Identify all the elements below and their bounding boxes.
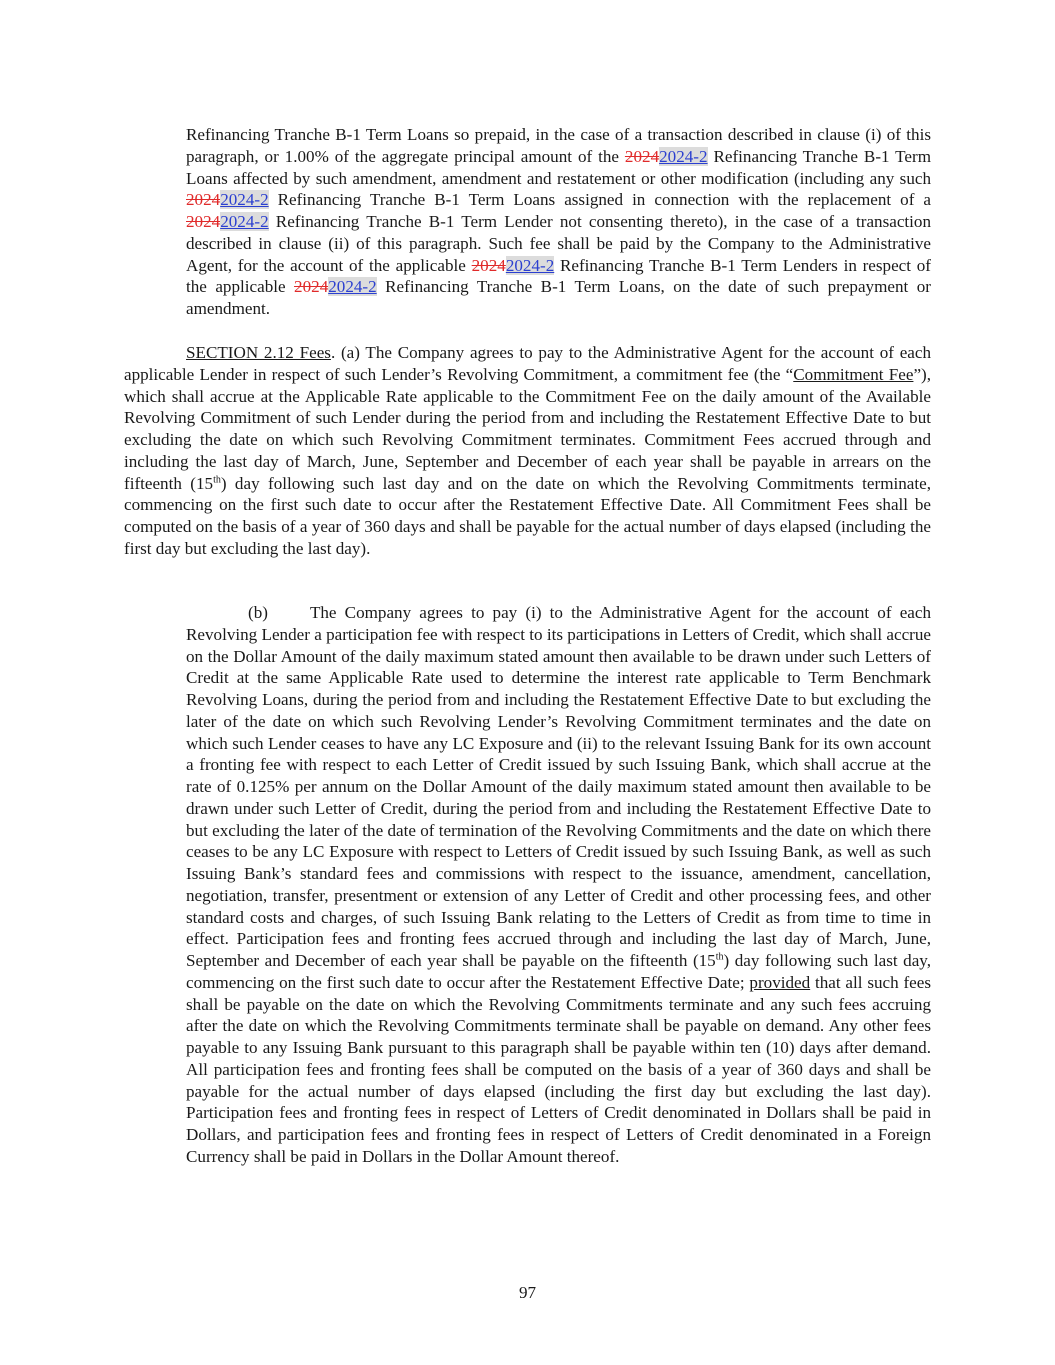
provided-term: provided — [749, 972, 811, 992]
text-run: ) day following such last day, commencing on the first such date to occur after the Restatement Effective Date; — [186, 951, 931, 992]
inserted-text: 2024-2 — [220, 190, 269, 210]
inserted-text: 2024-2 — [505, 255, 555, 275]
defined-term: Commitment Fee — [793, 364, 914, 384]
text-run: Refinancing Tranche B-1 Term Lenders in respect of the applicable — [186, 255, 932, 297]
text-run: ”), which shall accrue at the Applicable Rate applicable to the Commitment Fee on the daily amount of the Available Revolving Commitment of such Lender during the period from and including the Restatement Effective Date to but excluding the date on which such Revolving Commitment terminates. Commitment Fees accrued through and including the last day of March, June, September and December of each year shall be payable in arrears on the fifteenth (15 — [124, 364, 931, 493]
text-run: . (a) The Company agrees to pay to the Administrative Agent for the account of each applicable Lender in respect of such Lender’s Revolving Commitment, a commitment fee (the “ — [124, 343, 932, 384]
section-2-12-paragraph-a — [124, 342, 931, 560]
deleted-text: 2024 — [186, 212, 221, 231]
clause-label: (b) — [248, 603, 268, 622]
text-run: The Company agrees to pay (i) to the Administrative Agent for the account of each Revolving Lender a participation fee with respect to its participations in Letters of Credit, which shall accrue on the Dollar Amount of the daily maximum stated amount then available to be drawn under such Letters of Credit at the same Applicable Rate used to determine the interest rate applicable to Term Benchmark Revolving Loans, during the period from and including the Restatement Effective Date to but excluding the later of the date on which such Revolving Lender’s Revolving Commitment terminates and the date on which such Lender ceases to have any LC Exposure and (ii) to the relevant Issuing Bank for its own account a fronting fee with respect to each Letter of Credit issued by such Issuing Bank, which shall accrue at the rate of 0.125% per annum on the Dollar Amount of the daily maximum stated amount then available to be drawn under such Letter of Credit, during the period from and including the Restatement Effective Date to but excluding the later of the date of termination of the Revolving Commitments and the date on which there ceases to be any LC Exposure with respect to Letters of Credit issued by such Issuing Bank, as well as such Issuing Bank’s standard fees and commissions with respect to the issuance, amendment, cancellation, negotiation, transfer, presentment or extension of any Letter of Credit and other processing fees, and other standard costs and charges, of such Issuing Bank relating to the Letters of Credit as from time to time in effect. Participation fees and fronting fees accrued through and including the last day of March, June, September and December of each year shall be payable on the fifteenth (15 — [186, 603, 931, 970]
superscript: th — [213, 473, 221, 485]
text-run: Refinancing Tranche B-1 Term Lender not consenting thereto), in the case of a transaction described in clause (ii) of this paragraph. Such fee shall be paid by the Company to the Administrative Agent, for the account of the applicable — [186, 212, 931, 275]
text-run: Refinancing Tranche B-1 Term Loans so prepaid, in the case of a transaction described in clause (i) of this paragraph, or 1.00% of the aggregate principal amount of the — [186, 125, 931, 166]
paragraph-refinancing-fee — [186, 124, 931, 320]
text-run: that all such fees shall be payable on the date on which the Revolving Commitments terminate and any such fees accruing after the date on which the Revolving Commitments terminate shall be payable on demand. Any other fees payable to any Issuing Bank pursuant to this paragraph shall be payable within ten (10) days after demand. All participation fees and fronting fees shall be computed on the basis of a year of 360 days and shall be payable for the actual number of days elapsed (including the first day but excluding the last day). Participation fees and fronting fees in respect of Letters of Credit denominated in Dollars shall be paid in Dollars, and participation fees and fronting fees in respect of Letters of Credit denominated in a Foreign Currency shall be paid in Dollars in the Dollar Amount thereof. — [186, 972, 931, 1166]
text-run: ) day following such last day and on the date on which the Revolving Commitments terminate, commencing on the first such date to occur after the Restatement Effective Date. All Commitment Fees shall be computed on the basis of a year of 360 days and shall be payable for the actual number of days elapsed (including the first day but excluding the last day). — [124, 473, 931, 558]
deleted-text: 2024 — [186, 190, 221, 210]
inserted-text: 2024-2 — [220, 212, 269, 231]
section-heading: SECTION 2.12 Fees — [186, 343, 331, 362]
deleted-text: 2024 — [294, 277, 329, 297]
text-run: Refinancing Tranche B-1 Term Loans, on the date of such prepayment or amendment. — [186, 277, 931, 318]
section-2-12-paragraph-b — [186, 602, 931, 1168]
deleted-text: 2024 — [471, 255, 506, 275]
text-run: Refinancing Tranche B-1 Term Loans assigned in connection with the replacement of a — [268, 190, 931, 210]
inserted-text: 2024-2 — [659, 146, 708, 166]
inserted-text: 2024-2 — [328, 277, 377, 297]
deleted-text: 2024 — [624, 146, 660, 166]
text-run: Refinancing Tranche B-1 Term Loans affected by such amendment, amendment and restatement or other modification (including any such — [186, 146, 932, 188]
superscript: th — [715, 951, 724, 963]
page-number: 97 — [518, 1283, 537, 1302]
